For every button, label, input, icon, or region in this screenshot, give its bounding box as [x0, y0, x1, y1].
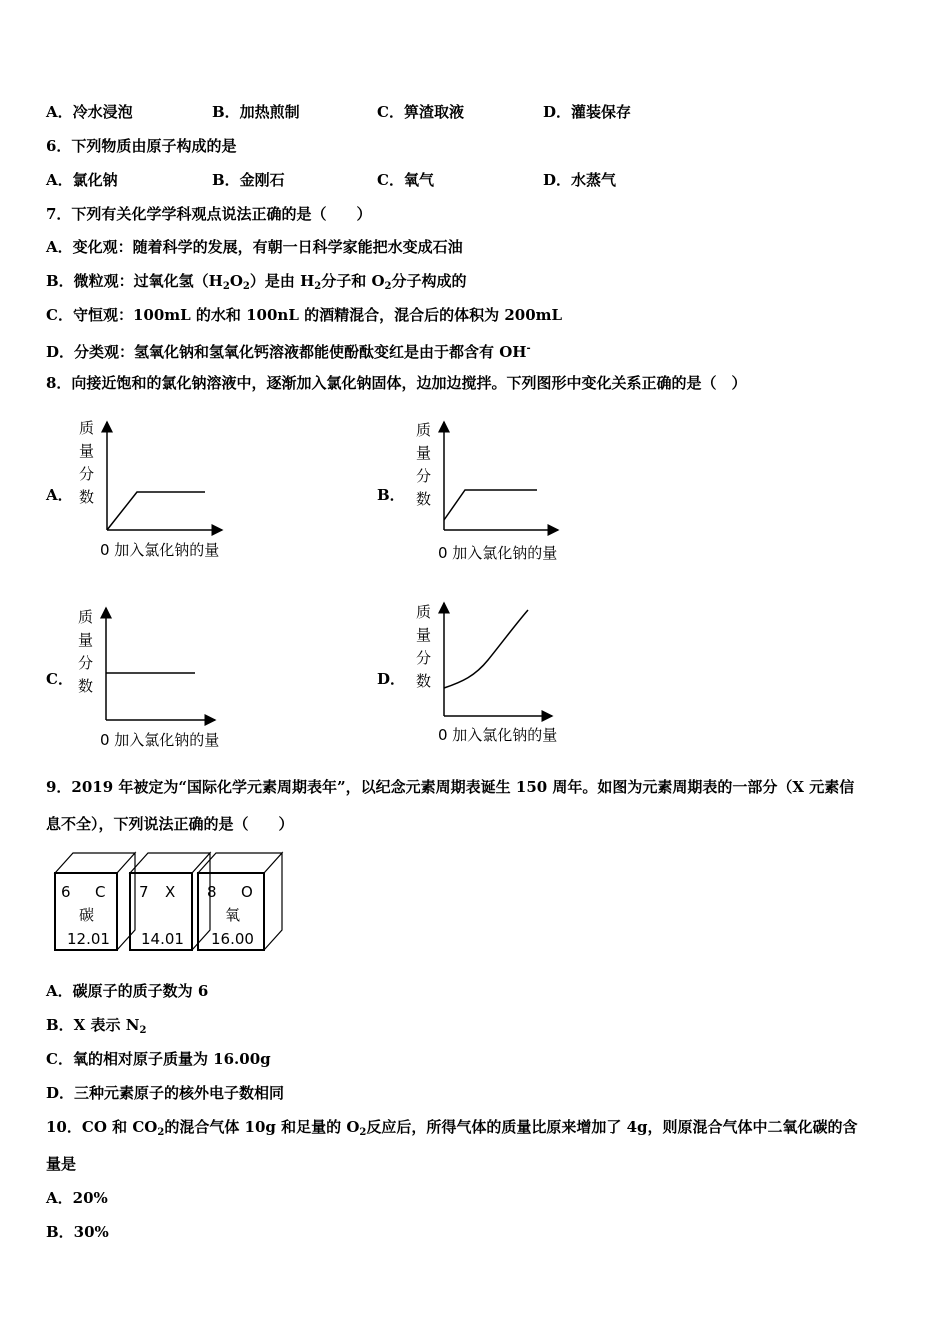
graph-c	[78, 608, 219, 749]
text: 分子和 O	[321, 272, 385, 290]
y-label-char: 数	[416, 490, 432, 508]
y-label-char: 分	[416, 467, 432, 485]
q10-option-a: A．20%	[46, 1189, 108, 1207]
q6-option-a: A．氯化钠	[46, 171, 118, 189]
atomic-mass: 14.01	[141, 930, 184, 948]
graph-b-letter: B．	[377, 486, 405, 504]
curve	[444, 490, 537, 520]
q6-stem: 6．下列物质由原子构成的是	[46, 137, 237, 155]
element-symbol: X	[165, 883, 176, 901]
y-label-char: 质	[78, 608, 94, 626]
x-label: 0 加入氯化钠的量	[438, 544, 558, 562]
y-label-char: 质	[79, 419, 95, 437]
text: D．分类观：氢氧化钠和氢氧化钙溶液都能使酚酞变红是由于都含有 OH	[46, 343, 527, 361]
text: 的混合气体 10g 和足量的 O	[164, 1118, 360, 1136]
q9-stem-line1: 9．2019 年被定为“国际化学元素周期表年”，以纪念元素周期表诞生 150 周年。如图为元素周期表的一部分（X 元素信	[46, 778, 855, 796]
q10-stem-line2: 量是	[46, 1155, 77, 1173]
q10-stem-line1	[46, 1117, 858, 1143]
x-label: 0 加入氯化钠的量	[438, 726, 558, 744]
subscript: 2	[242, 281, 250, 292]
graph-b	[416, 421, 558, 562]
curve	[107, 492, 205, 530]
y-label-char: 数	[78, 677, 94, 695]
q5-option-c: C．箅渣取液	[377, 103, 464, 121]
q7-option-a: A．变化观：随着科学的发展，有朝一日科学家能把水变成石油	[46, 238, 463, 256]
q6-option-d: D．水蒸气	[543, 171, 617, 189]
atomic-number: 6	[61, 883, 71, 901]
x-label: 0 加入氯化钠的量	[100, 541, 220, 559]
y-label-char: 量	[416, 626, 432, 644]
periodic-table-fragment	[45, 848, 345, 958]
text: 10．CO 和 CO	[46, 1118, 158, 1136]
element-name: 氧	[225, 906, 241, 924]
q9-option-c: C．氧的相对原子质量为 16.00g	[46, 1050, 271, 1068]
text: B．X 表示 N	[46, 1016, 140, 1034]
y-label-char: 分	[78, 654, 94, 672]
subscript: 2	[384, 281, 392, 292]
q9-option-d: D．三种元素原子的核外电子数相同	[46, 1084, 285, 1102]
y-label-char: 量	[416, 444, 432, 462]
q9-option-b	[46, 1015, 146, 1041]
atomic-mass: 16.00	[211, 930, 254, 948]
q6-option-c: C．氧气	[377, 171, 434, 189]
graph-a	[79, 419, 222, 559]
graph-d-letter: D．	[377, 670, 406, 688]
y-label-char: 质	[416, 603, 432, 621]
q9-option-a: A．碳原子的质子数为 6	[46, 982, 209, 1000]
element-symbol: C	[95, 883, 106, 901]
text: O	[229, 272, 243, 290]
y-label-char: 分	[416, 649, 432, 667]
element-name: 碳	[79, 906, 95, 924]
atomic-mass: 12.01	[67, 930, 110, 948]
superscript: -	[526, 343, 531, 354]
q7-stem: 7．下列有关化学学科观点说法正确的是（ ）	[46, 205, 372, 223]
q7-option-c: C．守恒观：100mL 的水和 100nL 的酒精混合，混合后的体积为 200mL	[46, 306, 563, 324]
y-label-char: 数	[79, 488, 95, 506]
q10-option-b: B．30%	[46, 1223, 109, 1241]
atomic-number: 7	[139, 883, 149, 901]
y-label-char: 分	[79, 465, 95, 483]
q8-stem: 8．向接近饱和的氯化钠溶液中，逐渐加入氯化钠固体，边加边搅拌。下列图形中变化关系正确的是（ ）	[46, 374, 747, 392]
q5-option-d: D．灌装保存	[543, 103, 632, 121]
graph-c-letter: C．	[46, 670, 73, 688]
x-label: 0 加入氯化钠的量	[100, 731, 220, 749]
atomic-number: 8	[207, 883, 217, 901]
subscript: 2	[157, 1127, 165, 1138]
graph-a-letter: A．	[46, 486, 73, 504]
subscript: 2	[359, 1127, 367, 1138]
text: 反应后，所得气体的质量比原来增加了 4g，则原混合气体中二氧化碳的含	[366, 1118, 858, 1136]
q6-option-b: B．金刚石	[212, 171, 285, 189]
y-label-char: 质	[416, 421, 432, 439]
text: B．微粒观：过氧化氢（H	[46, 272, 223, 290]
y-label-char: 量	[79, 442, 95, 460]
q9-stem-line2: 息不全），下列说法正确的是（ ）	[46, 815, 294, 833]
subscript: 2	[314, 281, 322, 292]
text: 分子构成的	[391, 272, 467, 290]
curve	[444, 610, 528, 688]
text: ）是由 H	[249, 272, 315, 290]
subscript: 2	[222, 281, 230, 292]
graph-d	[416, 603, 557, 744]
q5-option-b: B．加热煎制	[212, 103, 300, 121]
element-symbol: O	[241, 883, 253, 901]
subscript: 2	[139, 1025, 147, 1036]
q5-option-a: A．冷水浸泡	[46, 103, 133, 121]
y-label-char: 数	[416, 672, 432, 690]
y-label-char: 量	[78, 631, 94, 649]
